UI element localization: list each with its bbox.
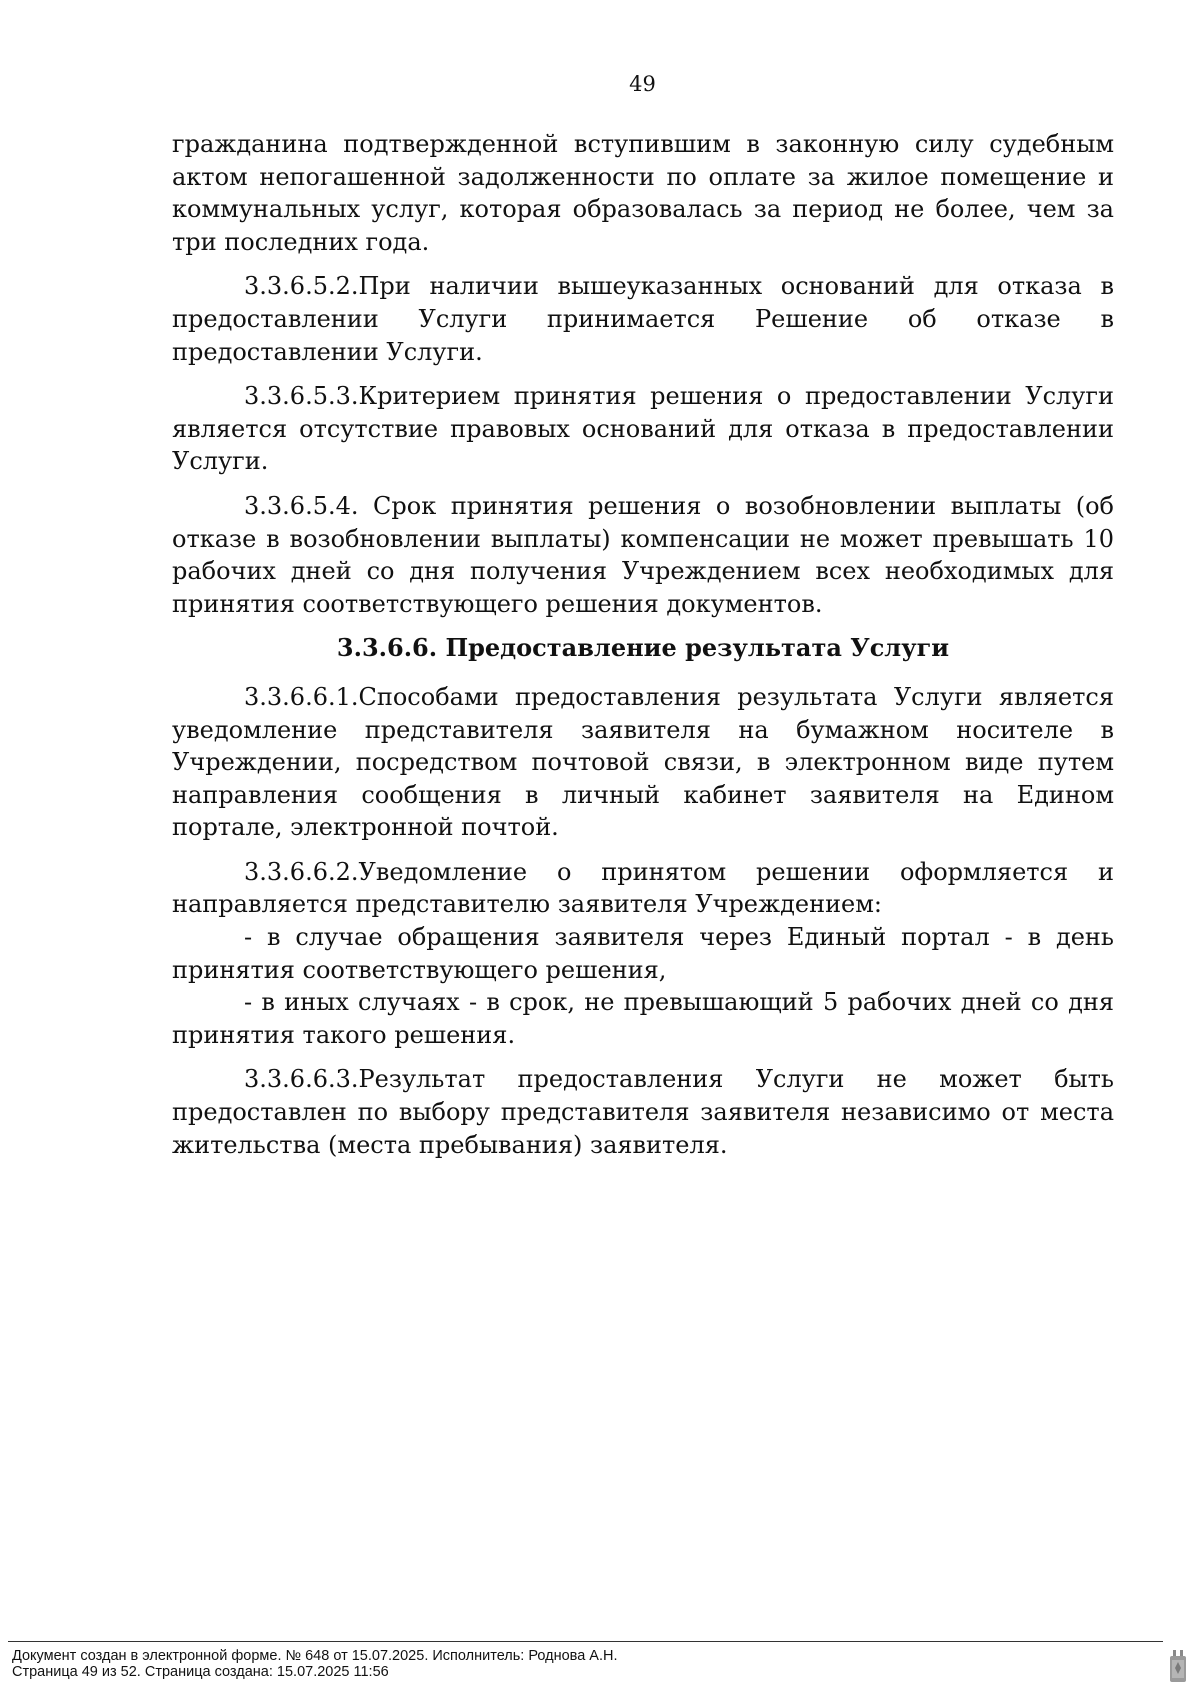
clause-number: 3.3.6.6.3. (244, 1065, 359, 1094)
list-item: - в случае обращения заявителя через Единый портал - в день принятия соответствующего решения, (172, 923, 1114, 984)
clause-text: Способами предоставления результата Услуги является уведомление представителя заявителя на бумажном носителе в Учреждении, посредством почтовой связи, в электронном виде путем направления сообщения в личный кабинет заявителя на Едином портале, электронной почтой. (172, 682, 1114, 842)
paragraph-3-3-6-6-1 (172, 681, 1114, 844)
list-item: - в иных случаях - в срок, не превышающий 5 рабочих дней со дня принятия такого решения. (172, 988, 1114, 1049)
clause-number: 3.3.6.5.3. (244, 382, 359, 411)
paragraph-3-3-6-6-2 (172, 856, 1114, 921)
paragraph-3-3-6-5-4 (172, 490, 1114, 620)
footer (12, 1648, 618, 1680)
clause-text: Результат предоставления Услуги не может быть предоставлен по выбору представителя заявителя независимо от места жительства (места пребывания) заявителя. (172, 1065, 1114, 1159)
clause-number: 3.3.6.6.2. (244, 857, 359, 886)
clause-text: Критерием принятия решения о предоставлении Услуги является отсутствие правовых оснований для отказа в предоставлении Услуги. (172, 382, 1114, 476)
clause-text: Срок принятия решения о возобновлении выплаты (об отказе в возобновлении выплаты) компенсации не может превышать 10 рабочих дней со дня получения Учреждением всех необходимых для принятия соответствующего решения документов. (172, 491, 1114, 618)
coat-of-arms-icon (1168, 1648, 1188, 1684)
clause-text: При наличии вышеуказанных оснований для отказа в предоставлении Услуги принимается Решение об отказе в предоставлении Услуги. (172, 272, 1114, 366)
paragraph-continuation: гражданина подтвержденной вступившим в законную силу судебным актом непогашенной задолженности по оплате за жилое помещение и коммунальных услуг, которая образовалась за период не более, чем за три последних года. (172, 130, 1114, 256)
document-body (172, 128, 1114, 1161)
page-number: 49 (629, 72, 656, 96)
paragraph-3-3-6-5-3 (172, 380, 1114, 478)
footer-divider (8, 1641, 1163, 1642)
clause-number: 3.3.6.6.1. (244, 682, 359, 711)
footer-line-2: Страница 49 из 52. Страница создана: 15.07.2025 11:56 (12, 1664, 389, 1680)
clause-number: 3.3.6.5.4. (244, 491, 359, 520)
clause-text: Уведомление о принятом решении оформляется и направляется представителю заявителя Учреждением: (172, 857, 1114, 919)
paragraph-3-3-6-5-2 (172, 270, 1114, 368)
section-heading: 3.3.6.6. Предоставление результата Услуги (336, 633, 950, 663)
clause-number: 3.3.6.5.2. (244, 272, 359, 301)
paragraph-3-3-6-6-3 (172, 1063, 1114, 1161)
footer-line-1: Документ создан в электронной форме. № 648 от 15.07.2025. Исполнитель: Роднова А.Н. (12, 1648, 618, 1664)
